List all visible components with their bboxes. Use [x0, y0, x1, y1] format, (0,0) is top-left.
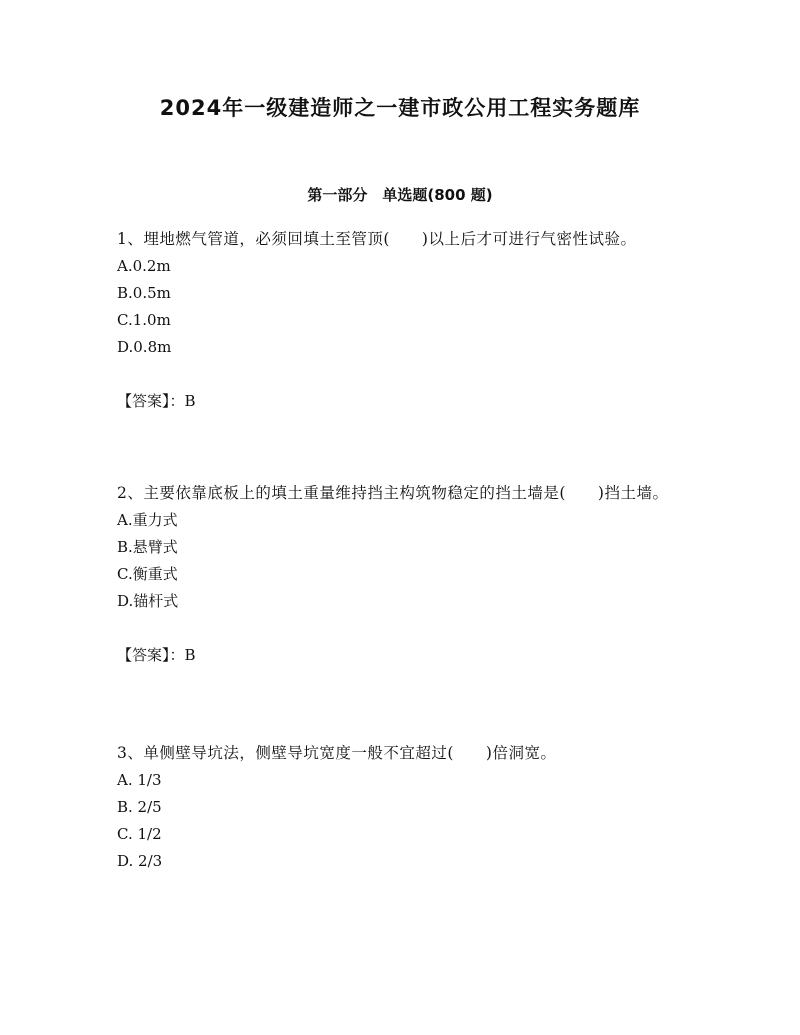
question-stem: 1、埋地燃气管道，必须回填土至管顶( )以上后才可进行气密性试验。	[117, 230, 637, 248]
option-c: C. 1/2	[117, 825, 162, 843]
option-b: B.0.5m	[117, 284, 171, 302]
option-a: A. 1/3	[117, 771, 162, 789]
question-1	[117, 226, 687, 415]
option-c: C.1.0m	[117, 311, 171, 329]
option-b: B. 2/5	[117, 798, 162, 816]
question-stem: 3、单侧壁导坑法，侧壁导坑宽度一般不宜超过( )倍洞宽。	[117, 744, 557, 762]
document-title: 2024年一级建造师之一建市政公用工程实务题库	[159, 96, 641, 120]
option-a: A.0.2m	[117, 257, 171, 275]
option-c: C.衡重式	[117, 565, 178, 583]
option-d: D. 2/3	[117, 852, 163, 870]
answer: 【答案】：B	[117, 646, 196, 664]
option-d: D.0.8m	[117, 338, 172, 356]
question-3	[117, 740, 687, 875]
option-a: A.重力式	[117, 511, 178, 529]
answer: 【答案】：B	[117, 392, 196, 410]
question-stem: 2、主要依靠底板上的填土重量维持挡主构筑物稳定的挡土墙是( )挡土墙。	[117, 484, 669, 502]
option-b: B.悬臂式	[117, 538, 178, 556]
section-title: 第一部分 单选题(800 题)	[307, 186, 493, 204]
question-2	[117, 480, 687, 669]
option-d: D.锚杆式	[117, 592, 179, 610]
